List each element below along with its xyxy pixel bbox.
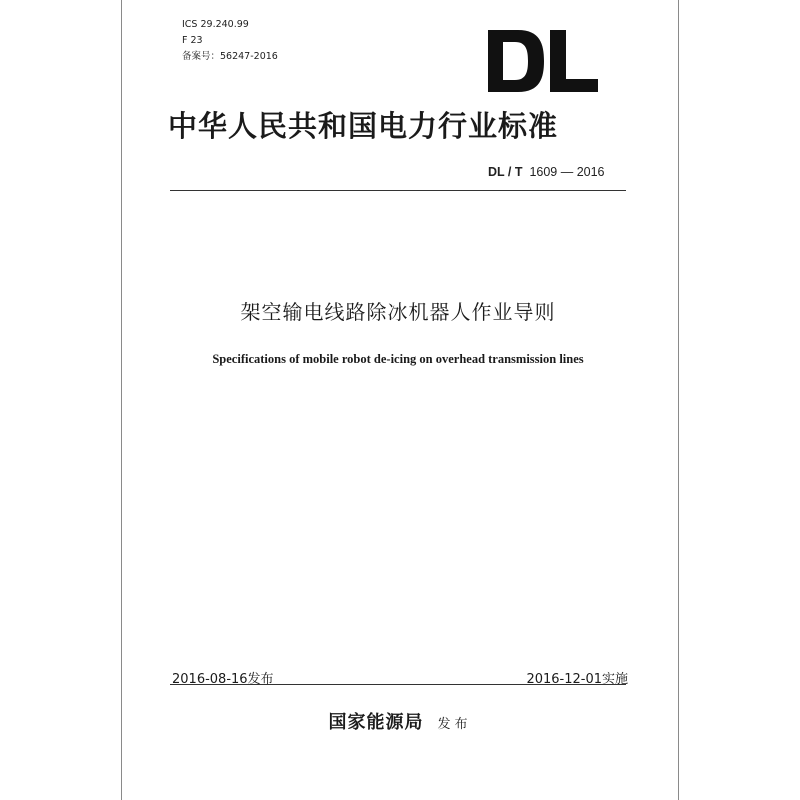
issuer-name: 国家能源局 [328, 712, 424, 733]
ics-code: ICS 29.240.99 [182, 19, 249, 30]
standard-code-prefix: DL / T [488, 165, 523, 179]
class-code: F 23 [182, 35, 203, 46]
dl-logo [488, 30, 600, 92]
bottom-divider [170, 684, 626, 685]
document-title: 架空输电线路除冰机器人作业导则 [240, 300, 556, 324]
logo-letter-d [488, 30, 544, 92]
standard-code-number: 1609 — 2016 [529, 165, 605, 179]
issuer-line [300, 708, 500, 734]
effective-date: 2016-12-01实施 [526, 672, 628, 687]
publish-date: 2016-08-16发布 [172, 672, 274, 687]
record-number: 备案号：56247-2016 [182, 51, 278, 62]
logo-letter-l [550, 30, 598, 92]
top-divider [170, 190, 626, 191]
document-subtitle-english: Specifications of mobile robot de-icing on overhead transmission lines [212, 352, 584, 366]
standard-code [488, 165, 605, 179]
standard-title: 中华人民共和国电力行业标准 [168, 109, 559, 143]
issuer-verb: 发布 [437, 717, 472, 732]
classification-block [182, 17, 278, 65]
